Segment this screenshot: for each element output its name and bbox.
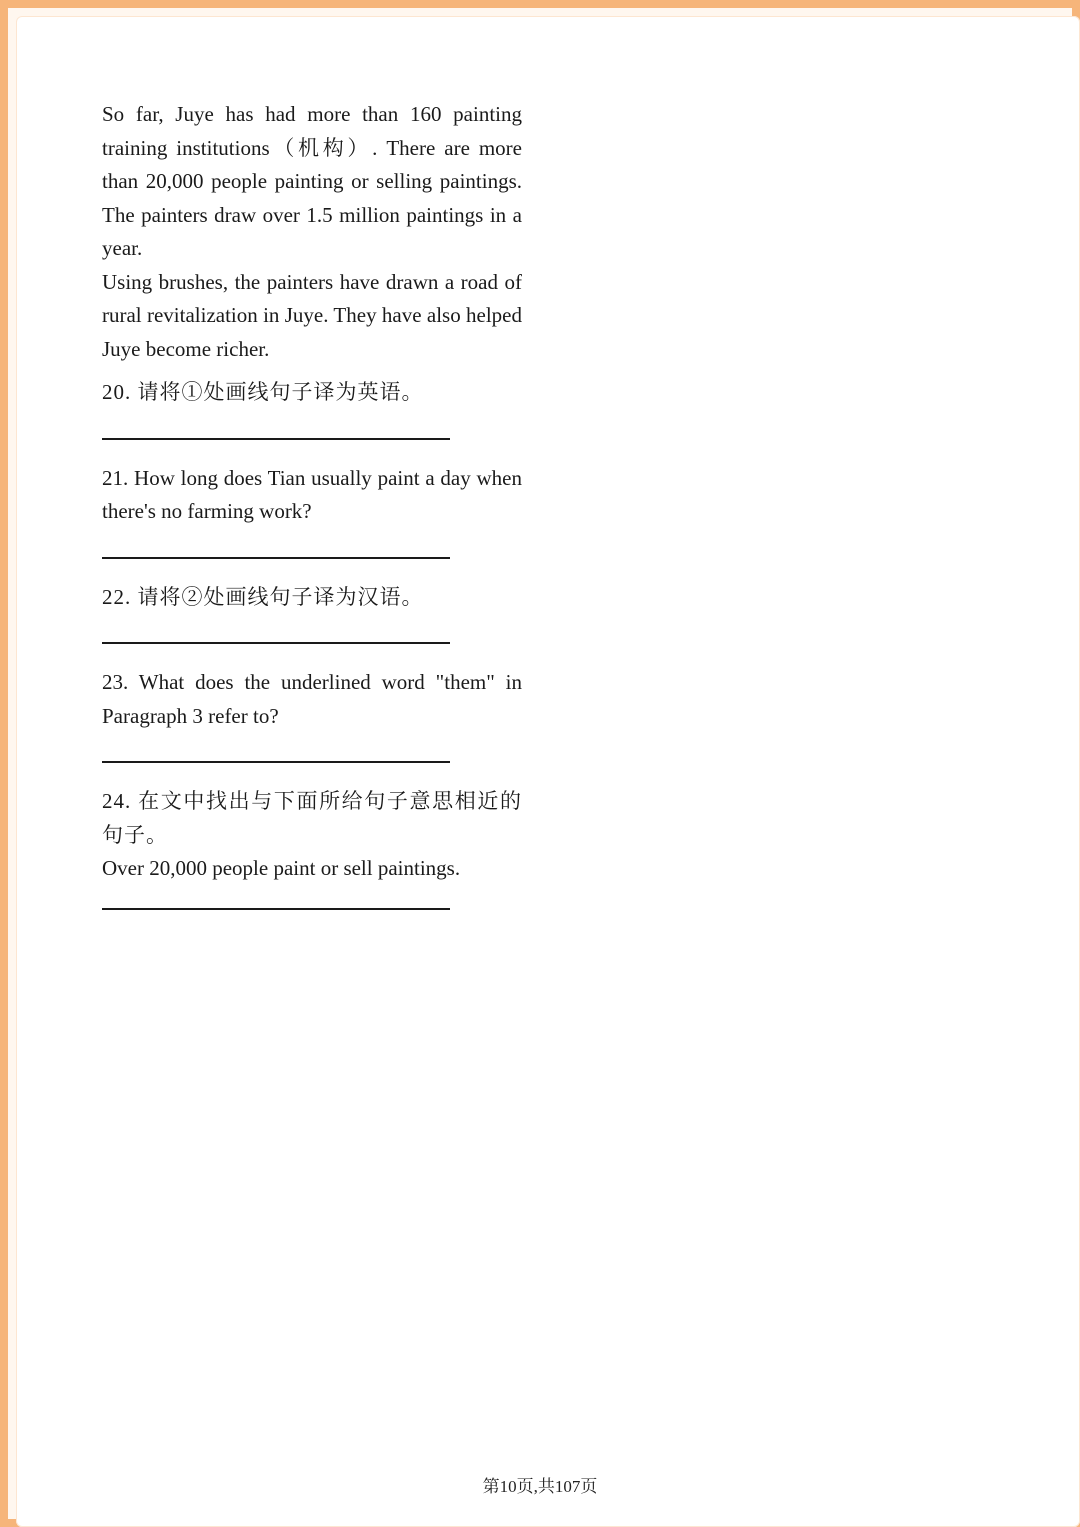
question-22 [102, 581, 522, 615]
passage-paragraph-1: So far, Juye has had more than 160 painting training institutions（机构）. There are more than 20,000 people painting or selling paintings. The painters draw over 1.5 million paintings in a year. [102, 102, 522, 260]
question-number: 21. [102, 465, 129, 490]
question-text: How long does Tian usually paint a day when there's no farming work? [102, 465, 523, 523]
answer-line-24[interactable] [102, 908, 450, 910]
question-20 [102, 376, 522, 410]
page-number: 第10页,共107页 [482, 1477, 598, 1496]
passage-paragraph-2: Using brushes, the painters have drawn a road of rural revitalization in Juye. They have also helped Juye become richer. [102, 269, 522, 361]
question-number: 23. [102, 670, 129, 694]
answer-line-22[interactable] [102, 642, 450, 644]
question-number: 22. [102, 584, 132, 609]
document-content [102, 98, 522, 932]
answer-line-23[interactable] [102, 761, 450, 763]
question-21 [102, 462, 522, 529]
question-number: 24. [102, 789, 132, 813]
answer-line-20[interactable] [102, 438, 450, 440]
question-text: What does the underlined word "them" in Paragraph 3 refer to? [102, 670, 523, 728]
question-24 [102, 785, 522, 852]
question-24-given-sentence: Over 20,000 people paint or sell paintings. [102, 856, 461, 880]
question-number: 20. [102, 380, 132, 404]
question-text: 请将②处画线句子译为汉语。 [137, 584, 424, 609]
question-text: 在文中找出与下面所给句子意思相近的句子。 [102, 789, 523, 847]
question-text: 请将①处画线句子译为英语。 [137, 380, 424, 404]
answer-line-21[interactable] [102, 557, 450, 559]
question-23 [102, 666, 522, 733]
